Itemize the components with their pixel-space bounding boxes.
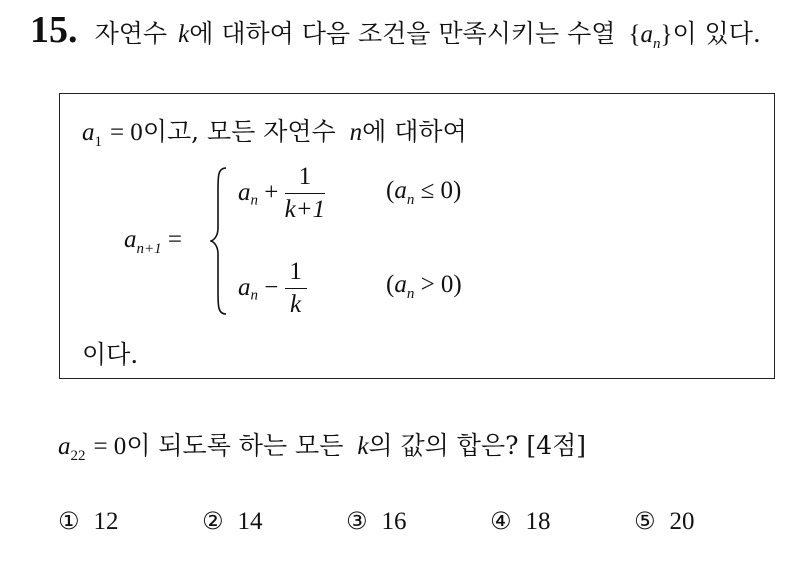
case2-cond-sub: n xyxy=(406,286,415,302)
choice-1-mark: ① xyxy=(58,507,80,535)
choice-3-value: 16 xyxy=(381,508,407,535)
case-1 xyxy=(238,163,325,223)
stem-text-2: 에 대하여 다음 조건을 만족시키는 수열 xyxy=(189,19,616,48)
case2-cond-a: a xyxy=(394,271,407,298)
question-number: 15. xyxy=(30,9,78,51)
case2-op: − xyxy=(264,274,279,301)
sequence-sub: n xyxy=(652,36,661,52)
a1-sub: 1 xyxy=(94,134,102,150)
cases-brace xyxy=(210,166,230,316)
a1-symbol: a xyxy=(82,119,95,146)
condition-line-1 xyxy=(82,112,467,151)
case2-cond-open: ( xyxy=(386,271,395,298)
case1-fraction xyxy=(285,163,325,223)
case-2-condition xyxy=(386,271,462,303)
a1-eq: = 0 xyxy=(109,119,143,146)
case2-fraction-bar xyxy=(285,288,307,289)
choice-1-value: 12 xyxy=(93,508,119,535)
sequence-rbrace: } xyxy=(660,21,673,48)
choice-1[interactable] xyxy=(58,506,118,536)
condition-text-1: 이고, 모든 자연수 xyxy=(142,117,336,146)
case2-cond-rel: > 0) xyxy=(420,271,462,298)
stem-variable-k: k xyxy=(178,21,190,48)
case1-op: + xyxy=(264,179,279,206)
a22-eq: = 0 xyxy=(93,433,127,460)
stem-text-end: 이 있다. xyxy=(672,19,761,48)
question-stem xyxy=(30,8,761,53)
choice-2-value: 14 xyxy=(237,508,263,535)
condition-closing: 이다. xyxy=(82,340,139,369)
a22-symbol: a xyxy=(58,433,71,460)
condition-text-2: 에 대하여 xyxy=(362,117,467,146)
stem-text-1: 자연수 xyxy=(94,19,168,48)
case2-fraction xyxy=(285,258,307,318)
case1-a: a xyxy=(238,179,251,206)
choice-5[interactable] xyxy=(634,506,694,536)
lhs-eq: = xyxy=(167,226,182,253)
ask-variable-k: k xyxy=(357,433,369,460)
case1-fraction-bar xyxy=(285,193,325,194)
case1-denominator: k+1 xyxy=(284,195,326,223)
case1-sub: n xyxy=(250,192,258,209)
ask-text-2: 의 값의 합은? [4점] xyxy=(368,431,586,460)
lhs-a: a xyxy=(124,226,137,253)
case2-denominator: k xyxy=(290,290,302,318)
choice-3[interactable] xyxy=(346,506,406,536)
case2-a: a xyxy=(238,274,251,301)
ask-line xyxy=(58,426,586,465)
case2-numerator: 1 xyxy=(289,258,302,285)
case1-cond-open: ( xyxy=(386,177,395,204)
choice-4-mark: ④ xyxy=(490,507,512,535)
lhs-sub: n+1 xyxy=(136,241,162,257)
sequence-a: a xyxy=(640,21,653,48)
variable-n: n xyxy=(349,119,363,146)
a22-sub: 22 xyxy=(70,448,86,464)
choice-4-value: 18 xyxy=(525,508,551,535)
sequence-notation xyxy=(628,21,673,52)
case1-numerator: 1 xyxy=(298,163,312,190)
case1-cond-rel: ≤ 0) xyxy=(420,177,462,204)
choice-3-mark: ③ xyxy=(346,507,368,535)
choice-4[interactable] xyxy=(490,506,550,536)
choice-2[interactable] xyxy=(202,506,262,536)
recurrence-lhs xyxy=(124,226,182,258)
choice-5-mark: ⑤ xyxy=(634,507,656,535)
sequence-lbrace: { xyxy=(628,21,641,48)
case1-cond-sub: n xyxy=(406,192,415,208)
choice-2-mark: ② xyxy=(202,507,224,535)
choice-5-value: 20 xyxy=(669,508,695,535)
case1-cond-a: a xyxy=(394,177,407,204)
case-1-condition xyxy=(386,177,461,209)
case2-sub: n xyxy=(250,287,258,304)
case-2 xyxy=(238,258,307,318)
ask-text-1: 이 되도록 하는 모든 xyxy=(126,431,344,460)
